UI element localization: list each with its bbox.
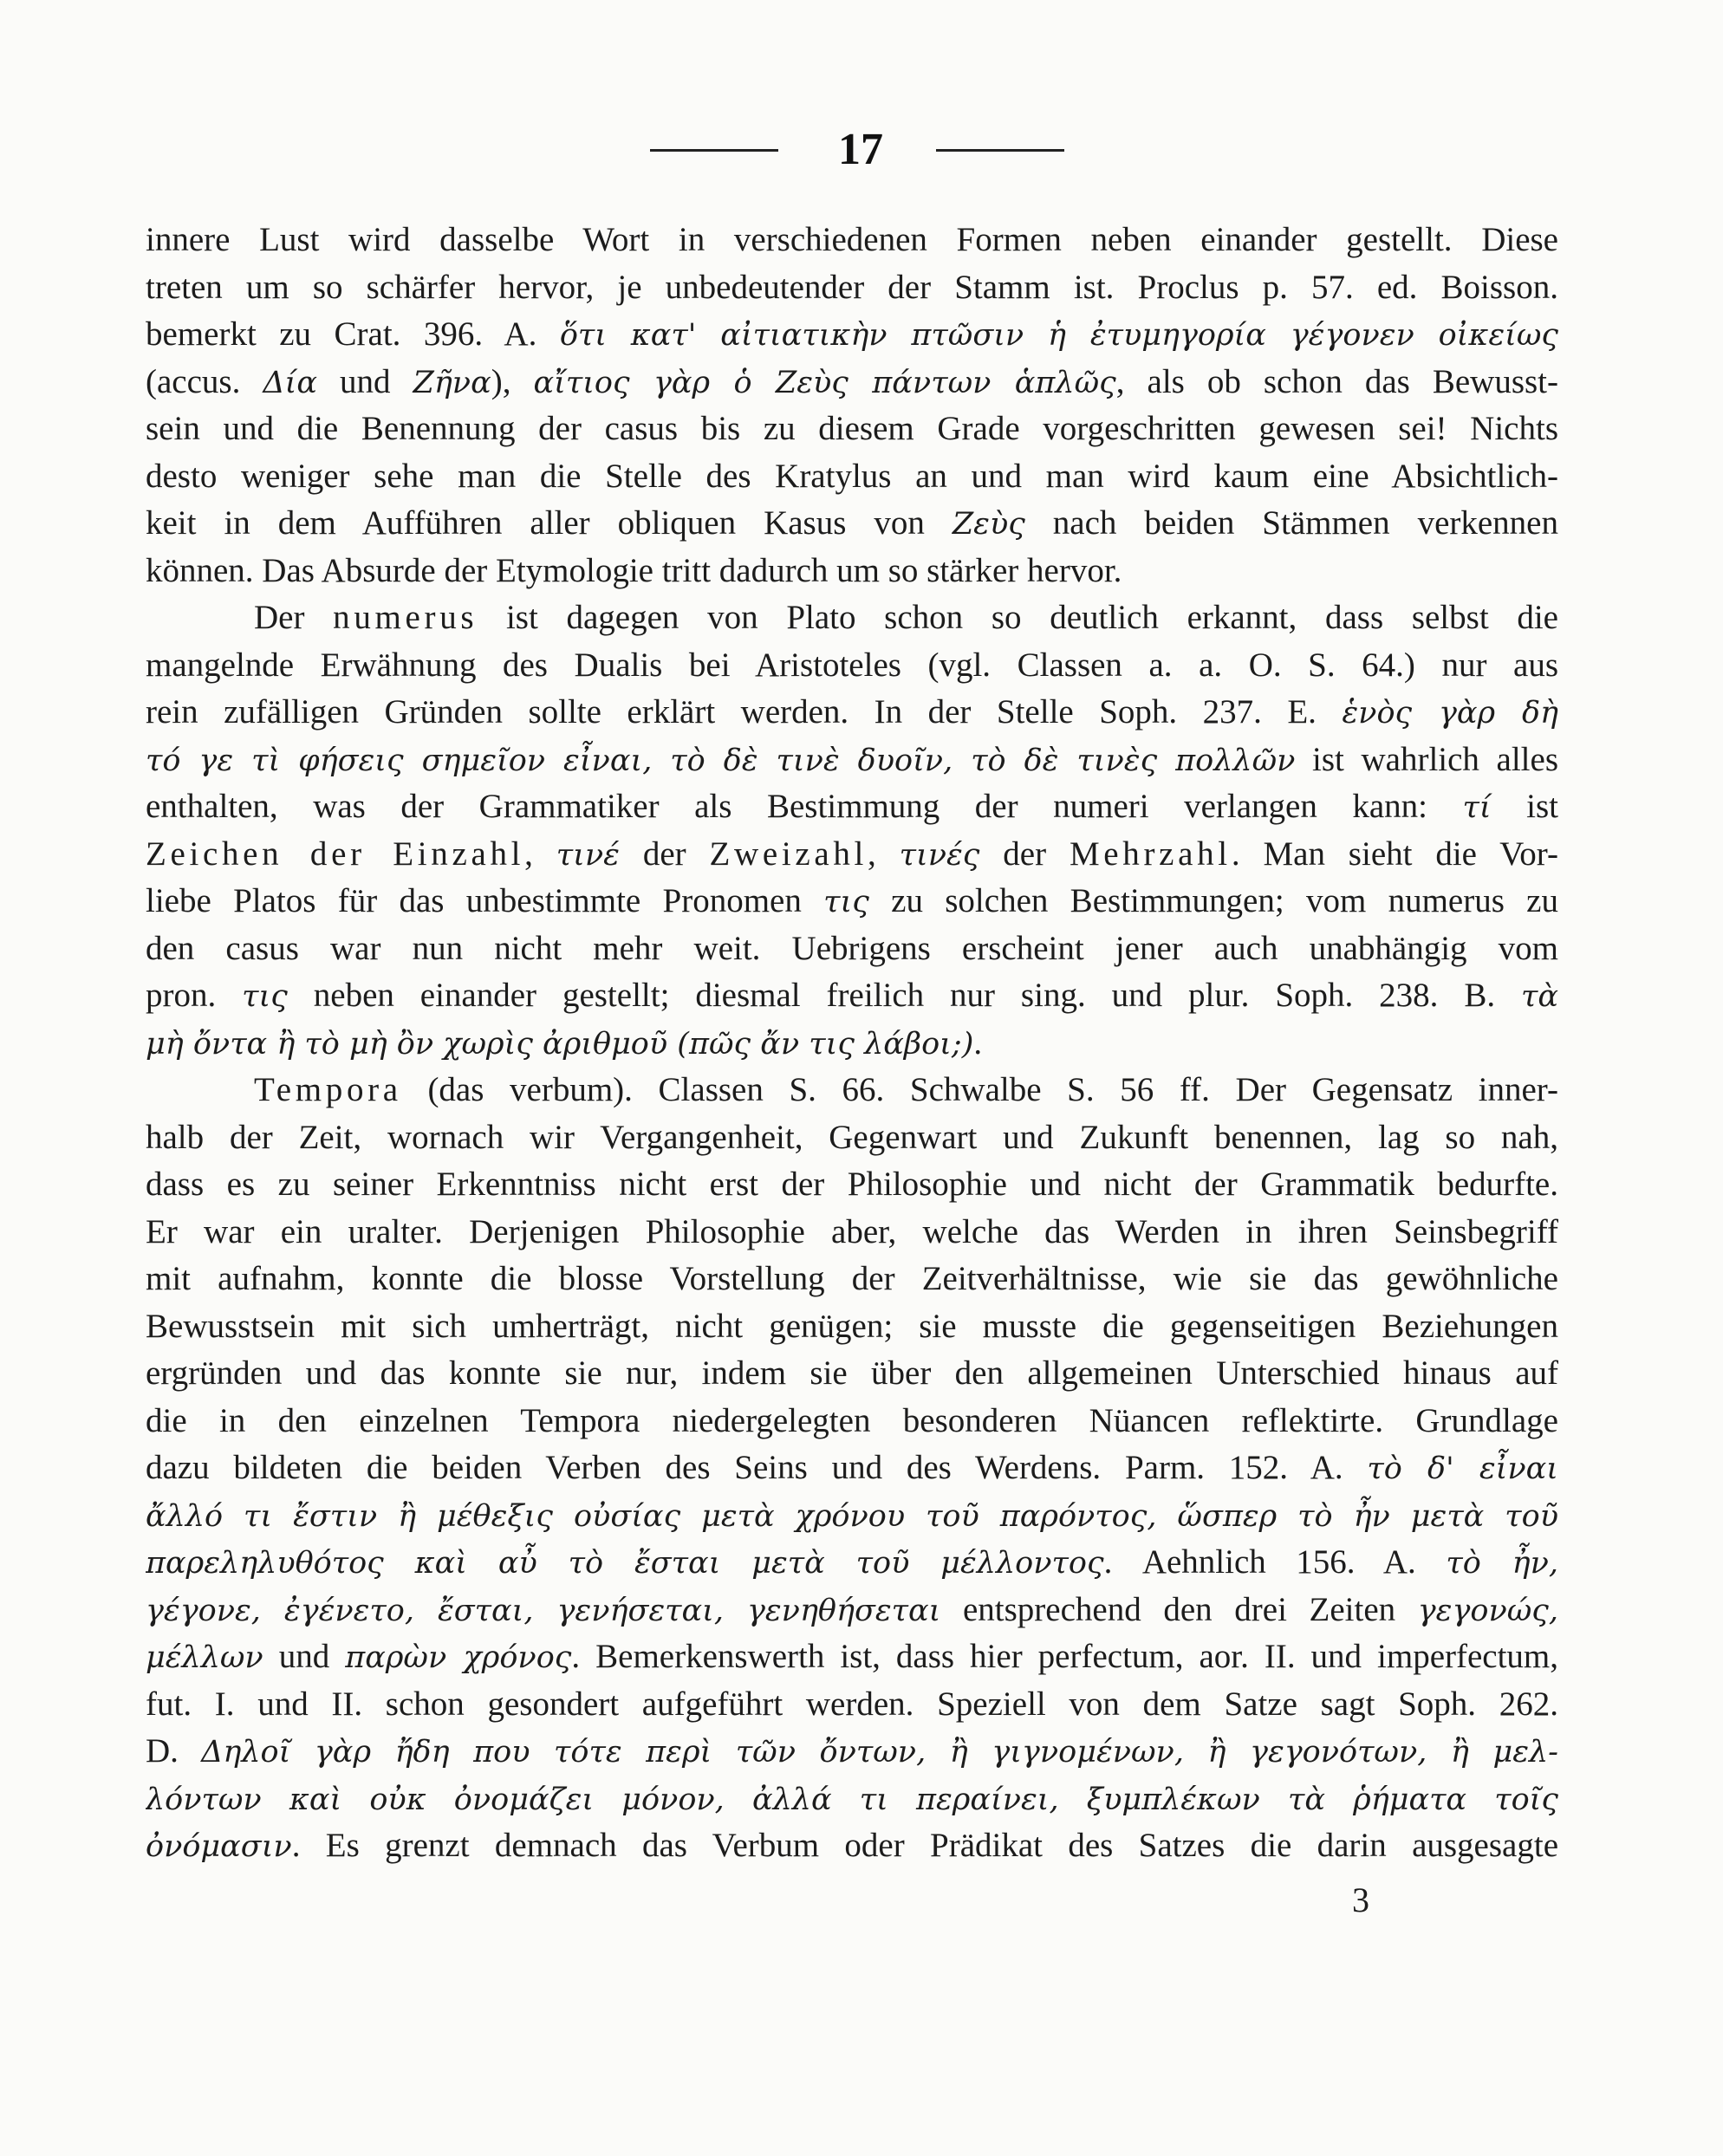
text-run: , — [868, 834, 900, 873]
text-line — [146, 878, 1558, 925]
greek-quote: ὀνόμασιν — [146, 1829, 292, 1864]
text-run: können. Das Absurde der Etymologie tritt dadurch um so stärker hervor. — [146, 551, 1122, 589]
greek-quote: τις — [823, 885, 869, 919]
text-line — [146, 1728, 1558, 1776]
greek-quote: Δηλοῖ γὰρ ἤδη που τότε περὶ τῶν ὄντων, ἢ γιγνομένων, ἢ γεγονότων, ἢ μελ- — [201, 1735, 1558, 1770]
text-line — [146, 594, 1558, 642]
text-line — [146, 737, 1558, 784]
text-run: bemerkt zu Crat. 396. A. — [146, 315, 560, 353]
greek-quote: τὸ ἦν, — [1446, 1546, 1558, 1581]
text-run: . Aehnlich 156. A. — [1103, 1543, 1447, 1581]
greek-quote: λόντων καὶ οὐκ ὀνομάζει μόνον, ἀλλά τι περαίνει, ξυμπλέκων τὰ ῥήματα τοῖς — [146, 1782, 1558, 1817]
text-line — [146, 1445, 1558, 1492]
greek-quote: γεγονώς, — [1417, 1593, 1558, 1628]
header-rule-right — [936, 149, 1064, 152]
text-run: der — [979, 834, 1070, 873]
text-run: (das verbum). Classen S. 66. Schwalbe S. 56 ff. Der Gegensatz inner- — [401, 1071, 1558, 1108]
text-line — [146, 311, 1558, 359]
text-line — [146, 1492, 1558, 1540]
text-run: Er war ein uralter. Derjenigen Philosophie aber, welche das Werden in ihren Seinsbegriff — [146, 1212, 1558, 1250]
greek-quote: γέγονε, ἐγένετο, ἔσται, γενήσεται, γενηθήσεται — [146, 1593, 941, 1628]
text-run: sein und die Benennung der casus bis zu diesem Grade vorgeschritten gewesen sei! Nichts — [146, 410, 1558, 447]
greek-quote: Ζεὺς — [952, 507, 1025, 542]
greek-quote: μέλλων — [146, 1640, 263, 1675]
greek-quote: τὰ — [1521, 979, 1558, 1014]
text-line — [146, 1633, 1558, 1681]
text-line — [146, 453, 1558, 501]
emphasized-term: Mehrzahl — [1069, 834, 1232, 873]
text-run: desto weniger sehe man die Stelle des Kratylus an und man wird kaum eine Absichtlich- — [146, 457, 1558, 495]
text-line — [146, 831, 1558, 879]
greek-quote: παρεληλυθότος καὶ αὖ τὸ ἔσται μετὰ τοῦ μέλλοντος — [146, 1546, 1104, 1581]
text-run: innere Lust wird dasselbe Wort in verschiedenen Formen neben einander gestellt. Diese — [146, 221, 1558, 258]
text-line — [146, 1114, 1558, 1162]
text-line — [146, 1587, 1558, 1634]
text-run: ist — [1491, 788, 1558, 825]
text-run: ist dagegen von Plato schon so deutlich erkannt, dass selbst die — [478, 599, 1558, 636]
text-line — [146, 1350, 1558, 1398]
text-line — [146, 359, 1558, 406]
text-line — [146, 217, 1558, 264]
text-run: neben einander gestellt; diesmal freilich nur sing. und plur. Soph. 238. B. — [287, 977, 1521, 1014]
text-line — [146, 1822, 1558, 1870]
text-run: mit aufnahm, konnte die blosse Vorstellung der Zeitverhältnisse, wie sie das gewöhnliche — [146, 1260, 1558, 1297]
text-run: . — [973, 1023, 983, 1062]
greek-quote: μὴ ὄντα ἢ τὸ μὴ ὂν χωρὶς ἀριθμοῦ (πῶς ἄν τις λάβοι;) — [146, 1026, 974, 1062]
text-run: und — [263, 1638, 346, 1675]
greek-quote: τινές — [899, 837, 980, 873]
greek-quote: ὅτι κατ' αἰτιατικὴν πτῶσιν ἡ ἐτυμηγορία γέγονεν οἰκείως — [559, 318, 1558, 353]
text-run: zu solchen Bestimmungen; vom numerus zu — [868, 882, 1558, 919]
text-line — [146, 1539, 1558, 1587]
text-run: keit in dem Aufführen aller obliquen Kasus von — [146, 504, 953, 542]
emphasized-term: Tempora — [254, 1071, 402, 1108]
text-run: nach beiden Stämmen verkennen — [1024, 504, 1558, 542]
greek-quote: Ζῆνα — [413, 365, 491, 400]
signature-mark: 3 — [1352, 1880, 1369, 1919]
text-line — [146, 1020, 1558, 1068]
text-run: rein zufälligen Gründen sollte erklärt werden. In der Stelle Soph. 237. E. — [146, 693, 1343, 731]
text-run: und — [317, 362, 413, 400]
greek-quote: παρὼν χρόνος — [345, 1640, 572, 1675]
text-run: pron. — [146, 977, 243, 1014]
text-line — [146, 1067, 1558, 1114]
greek-quote: Δία — [263, 365, 317, 400]
text-run: halb der Zeit, wornach wir Vergangenheit, Gegenwart und Zukunft benennen, lag so nah, — [146, 1118, 1558, 1156]
text-run: , — [524, 834, 556, 873]
text-line — [146, 264, 1558, 312]
text-run: ist wahrlich alles — [1295, 740, 1558, 778]
text-line — [146, 1209, 1558, 1257]
text-run: den casus war nun nicht mehr weit. Uebrigens erscheint jener auch unabhängig vom — [146, 929, 1558, 967]
text-run: entsprechend den drei Zeiten — [940, 1590, 1418, 1628]
text-run: dass es zu seiner Erkenntniss nicht erst der Philosophie und nicht der Grammatik bedurfte. — [146, 1166, 1558, 1203]
text-line — [146, 972, 1558, 1020]
text-line — [146, 1303, 1558, 1351]
greek-quote: ἄλλό τι ἔστιν ἢ μέθεξις οὐσίας μετὰ χρόνου τοῦ παρόντος, ὥσπερ τὸ ἦν μετὰ τοῦ — [146, 1498, 1558, 1534]
greek-quote: αἴτιος γὰρ ὁ Ζεὺς πάντων ἁπλῶς — [533, 365, 1116, 400]
greek-quote: τινέ — [556, 837, 620, 873]
text-run: die in den einzelnen Tempora niedergelegten besonderen Nüancen reflektirte. Grundlage — [146, 1401, 1558, 1439]
text-run: . Man sieht die Vor- — [1231, 834, 1558, 873]
greek-quote: τό γε τὶ φήσεις σημεῖον εἶναι, τὸ δὲ τινὲ δυοῖν, τὸ δὲ τινὲς πολλῶν — [146, 743, 1296, 778]
text-run: treten um so schärfer hervor, je unbedeutender der Stamm ist. Proclus p. 57. ed. Boisson. — [146, 268, 1558, 306]
text-run: D. — [146, 1732, 202, 1770]
text-run: . Bemerkenswerth ist, dass hier perfectum, aor. II. und imperfectum, — [571, 1638, 1558, 1675]
text-run: liebe Platos für das unbestimmte Pronomen — [146, 882, 824, 919]
greek-quote: τί — [1462, 790, 1492, 825]
text-run: (accus. — [146, 362, 263, 400]
text-line — [146, 1161, 1558, 1209]
text-line — [146, 925, 1558, 973]
greek-quote: τὸ δ' εἶναι — [1367, 1451, 1558, 1486]
text-run: fut. I. und II. schon gesondert aufgeführt werden. Speziell von dem Satze sagt Soph. 262. — [146, 1685, 1558, 1723]
emphasized-term: Zweizahl — [709, 834, 868, 873]
emphasized-term: numerus — [333, 599, 478, 636]
text-run: , als ob schon das Bewusst- — [1115, 362, 1558, 400]
text-run: ), — [491, 362, 534, 400]
text-line — [146, 548, 1558, 595]
text-line — [146, 1776, 1558, 1823]
greek-quote: ἑνὸς γὰρ δὴ — [1342, 696, 1558, 731]
text-line — [146, 406, 1558, 453]
text-line — [146, 1398, 1558, 1445]
emphasized-term: Zeichen der Einzahl — [146, 834, 525, 873]
text-run: enthalten, was der Grammatiker als Bestimmung der numeri verlangen kann: — [146, 788, 1463, 825]
body-text — [146, 217, 1558, 1870]
text-line — [146, 500, 1558, 548]
text-line — [146, 1256, 1558, 1303]
text-run: mangelnde Erwähnung des Dualis bei Aristoteles (vgl. Classen a. a. O. S. 64.) nur aus — [146, 646, 1558, 684]
text-run: Bewusstsein mit sich umherträgt, nicht genügen; sie musste die gegenseitigen Beziehungen — [146, 1307, 1558, 1345]
text-run: . Es grenzt demnach das Verbum oder Prädikat des Satzes die darin ausgesagte — [291, 1827, 1558, 1864]
text-line — [146, 689, 1558, 737]
page-header — [0, 120, 1723, 180]
text-run: ergründen und das konnte sie nur, indem sie über den allgemeinen Unterschied hinaus auf — [146, 1354, 1558, 1392]
text-line — [146, 642, 1558, 690]
text-run: dazu bildeten die beiden Verben des Seins und des Werdens. Parm. 152. A. — [146, 1449, 1368, 1486]
text-line — [146, 783, 1558, 831]
text-run: Der — [254, 599, 334, 636]
text-run: der — [619, 834, 710, 873]
greek-quote: τις — [242, 979, 288, 1014]
text-line — [146, 1681, 1558, 1729]
page-number: 17 — [838, 125, 883, 174]
header-rule-left — [650, 149, 778, 152]
